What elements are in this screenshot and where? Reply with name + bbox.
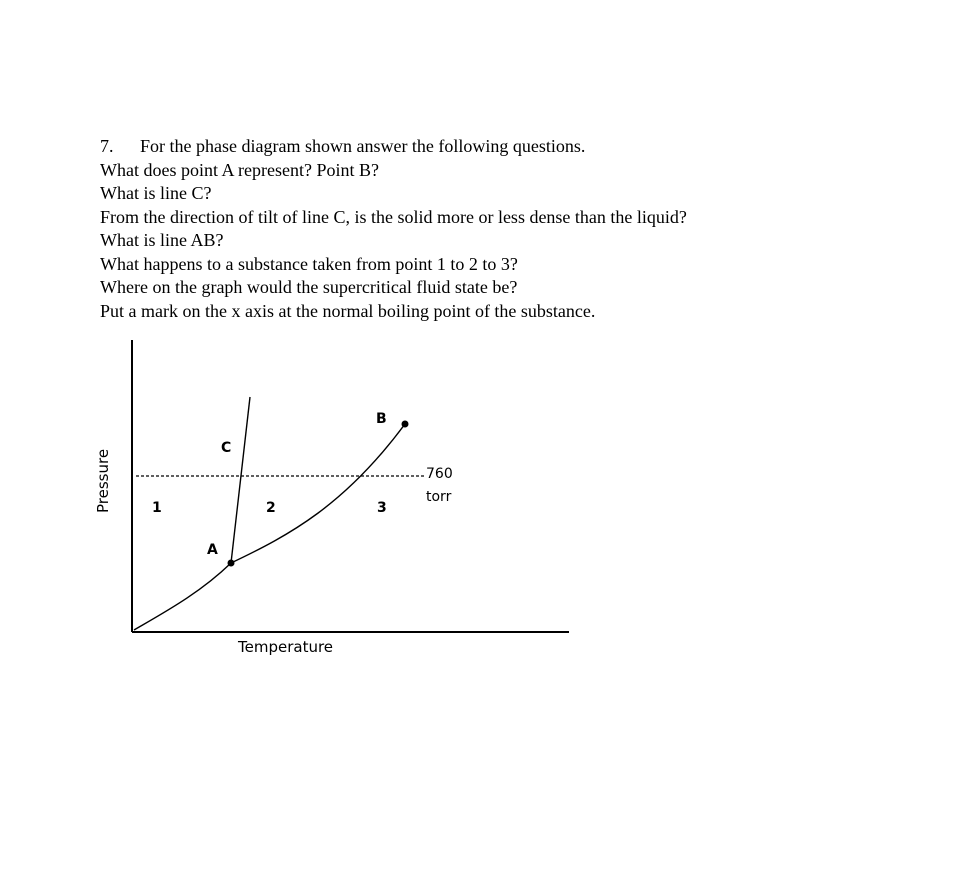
melting-line-c (231, 397, 250, 563)
question-line-line-ab: What is line AB? (100, 230, 224, 250)
region-2-label: 2 (266, 500, 276, 516)
critical-point-b (402, 421, 409, 428)
pressure-unit-label: torr (426, 489, 452, 505)
point-b-label: B (376, 411, 387, 427)
question-line-supercritical: Where on the graph would the supercritical fluid state be? (100, 277, 518, 297)
question-line-tilt: From the direction of tilt of line C, is the solid more or less dense than the liquid? (100, 206, 687, 227)
question-number: 7. (100, 136, 114, 156)
region-3-label: 3 (377, 500, 387, 516)
question-line-point-a: What does point A represent? Point B? (100, 159, 379, 180)
point-a-label: A (207, 542, 218, 558)
x-axis-title: Temperature (238, 638, 334, 656)
question-intro: For the phase diagram shown answer the following questions. (140, 136, 586, 156)
region-1-label: 1 (152, 500, 162, 516)
question-line-line-c: What is line C? (100, 183, 212, 203)
question-line-boiling-point: Put a mark on the x axis at the normal boiling point of the substance. (100, 300, 596, 321)
question-line-path: What happens to a substance taken from point 1 to 2 to 3? (100, 253, 518, 274)
y-axis-title: Pressure (94, 448, 112, 513)
triple-point-a (228, 560, 235, 567)
pressure-value-label: 760 (426, 466, 453, 482)
vaporization-curve-ab (231, 424, 405, 563)
line-c-label: C (221, 440, 232, 456)
sublimation-curve (134, 563, 231, 630)
